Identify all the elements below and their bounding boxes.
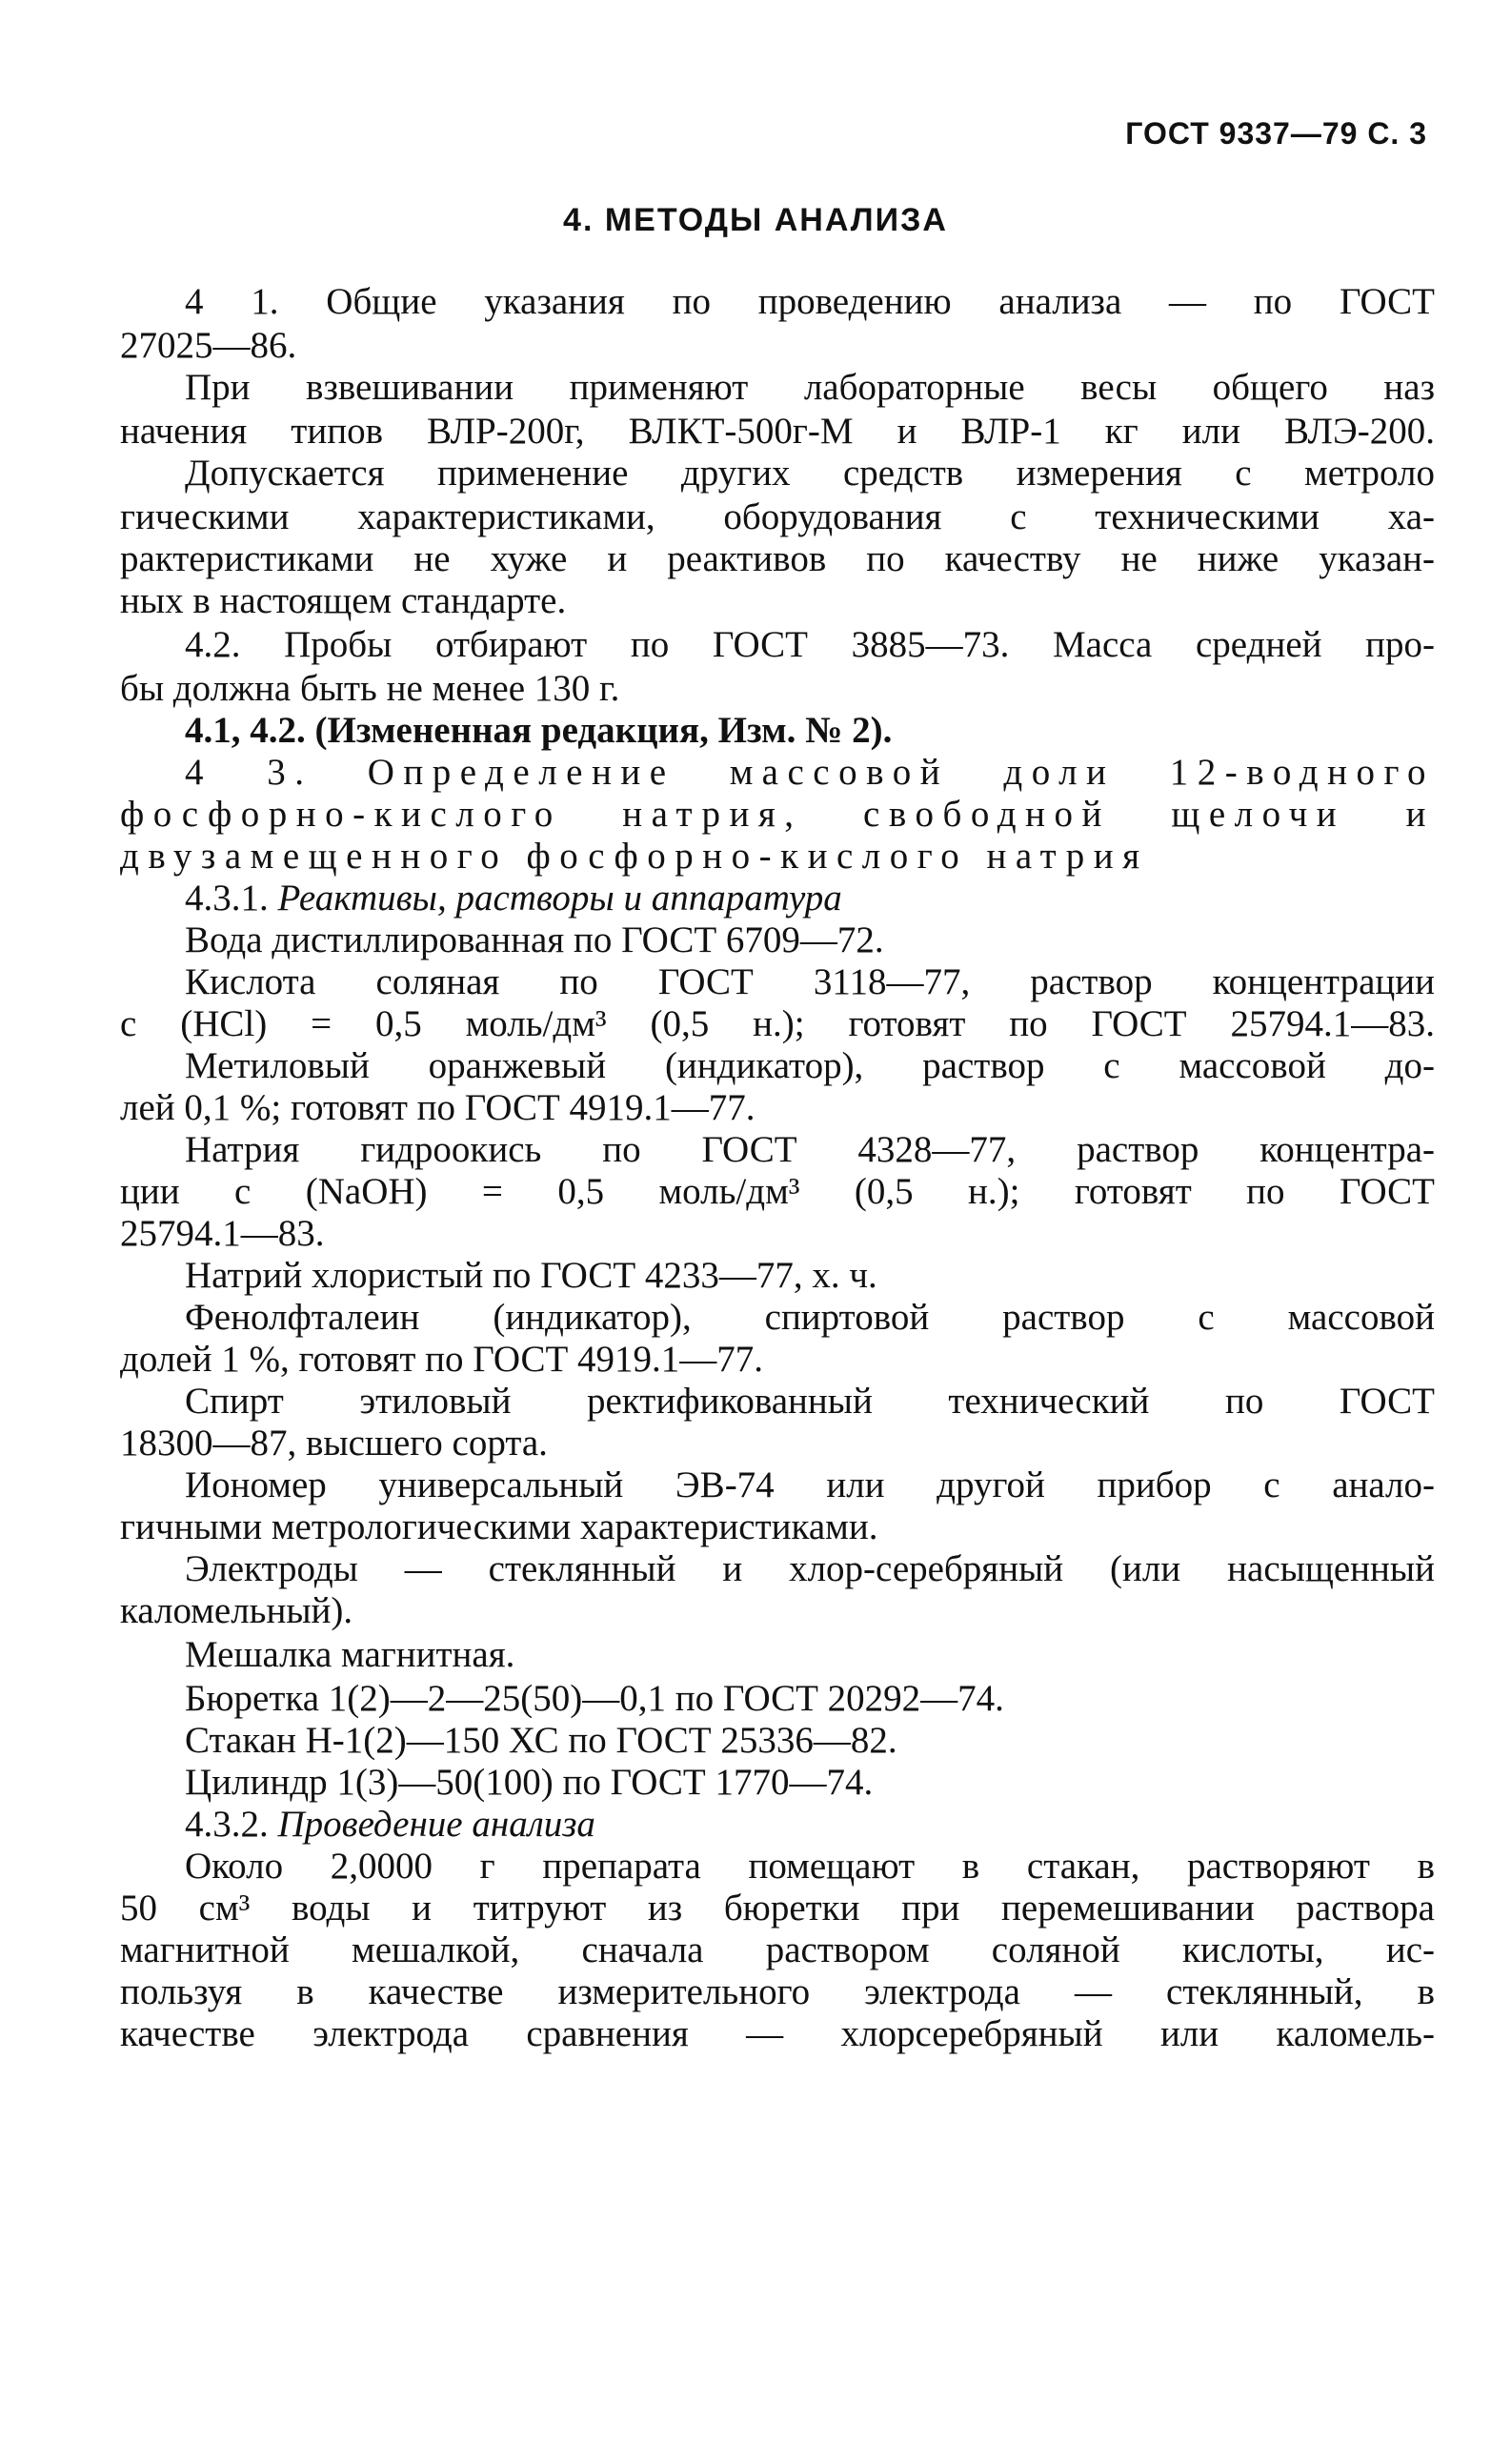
text-line: качестве электрода сравнения — хлорсеребряный или каломель- [120, 2013, 1435, 2054]
text-line: Натрия гидроокись по ГОСТ 4328—77, раствор концентра- [185, 1129, 1435, 1170]
text-line: Стакан Н-1(2)—150 ХС по ГОСТ 25336—82. [185, 1720, 897, 1761]
text-line: 4.2. Пробы отбирают по ГОСТ 3885—73. Масса средней про- [185, 624, 1435, 665]
section-title: 4. МЕТОДЫ АНАЛИЗА [563, 202, 948, 238]
text-line: ных в настоящем стандарте. [120, 580, 567, 621]
text-line: начения типов ВЛР-200г, ВЛКТ-500г-М и ВЛР-1 кг или ВЛЭ-200. [120, 411, 1435, 452]
page-header: ГОСТ 9337—79 С. 3 [1125, 116, 1427, 151]
text-line: гическими характеристиками, оборудования с техническими ха- [120, 496, 1435, 537]
text-line: каломельный). [120, 1590, 353, 1631]
text-line: При взвешивании применяют лабораторные весы общего наз [185, 367, 1435, 408]
text-line: Около 2,0000 г препарата помещают в стакан, растворяют в [185, 1846, 1435, 1887]
text-line: Спирт этиловый ректификованный технический по ГОСТ [185, 1381, 1435, 1422]
text-line: 18300—87, высшего сорта. [120, 1423, 548, 1464]
text-line: гичными метрологическими характеристиками. [120, 1506, 878, 1547]
text-line: Натрий хлористый по ГОСТ 4233—77, х. ч. [185, 1255, 877, 1296]
text-line: долей 1 %, готовят по ГОСТ 4919.1—77. [120, 1339, 764, 1380]
text-line: бы должна быть не менее 130 г. [120, 668, 620, 709]
text-line: Мешалка магнитная. [185, 1634, 515, 1675]
text-line: Фенолфталеин (индикатор), спиртовой раствор с массовой [185, 1297, 1435, 1338]
text-line: Кислота соляная по ГОСТ 3118—77, раствор концентрации [185, 961, 1435, 1002]
text-line: 4.1, 4.2. (Измененная редакция, Изм. № 2). [185, 710, 893, 751]
text-line: 4.3.1. Реактивы, растворы и аппаратура [185, 878, 842, 919]
text-line: Иономер универсальный ЭВ-74 или другой прибор с анало- [185, 1464, 1435, 1505]
text-line: 4 1. Общие указания по проведению анализа — по ГОСТ [185, 281, 1435, 322]
text-line: 25794.1—83. [120, 1213, 325, 1254]
text-line: 50 см³ воды и титруют из бюретки при перемешивании раствора [120, 1888, 1435, 1929]
text-line: Электроды — стеклянный и хлор-серебряный (или насыщенный [185, 1548, 1435, 1589]
text-line: 4.3.2. Проведение анализа [185, 1804, 595, 1845]
text-line: Метиловый оранжевый (индикатор), раствор с массовой до- [185, 1045, 1435, 1086]
text-line: рактеристиками не хуже и реактивов по качеству не ниже указан- [120, 538, 1435, 579]
text-line: пользуя в качестве измерительного электрода — стеклянный, в [120, 1971, 1435, 2012]
text-line: c (HCl) = 0,5 моль/дм³ (0,5 н.); готовят по ГОСТ 25794.1—83. [120, 1003, 1435, 1044]
text-line: Вода дистиллированная по ГОСТ 6709—72. [185, 919, 884, 960]
text-line: 27025—86. [120, 325, 297, 366]
text-line: магнитной мешалкой, сначала раствором соляной кислоты, ис- [120, 1929, 1435, 1970]
text-line: 4 3. Определение массовой доли 12-водного [185, 752, 1435, 793]
text-line: фосфорно-кислого натрия, свободной щелочи и [120, 794, 1435, 835]
text-line: двузамещенного фосфорно-кислого натрия [120, 836, 1149, 877]
text-line: Бюретка 1(2)—2—25(50)—0,1 по ГОСТ 20292—74. [185, 1678, 1004, 1719]
text-line: Допускается применение других средств измерения с метроло [185, 453, 1435, 494]
text-line: ции c (NaOH) = 0,5 моль/дм³ (0,5 н.); готовят по ГОСТ [120, 1171, 1435, 1212]
text-line: лей 0,1 %; готовят по ГОСТ 4919.1—77. [120, 1087, 756, 1128]
text-line: Цилиндр 1(3)—50(100) по ГОСТ 1770—74. [185, 1762, 874, 1803]
